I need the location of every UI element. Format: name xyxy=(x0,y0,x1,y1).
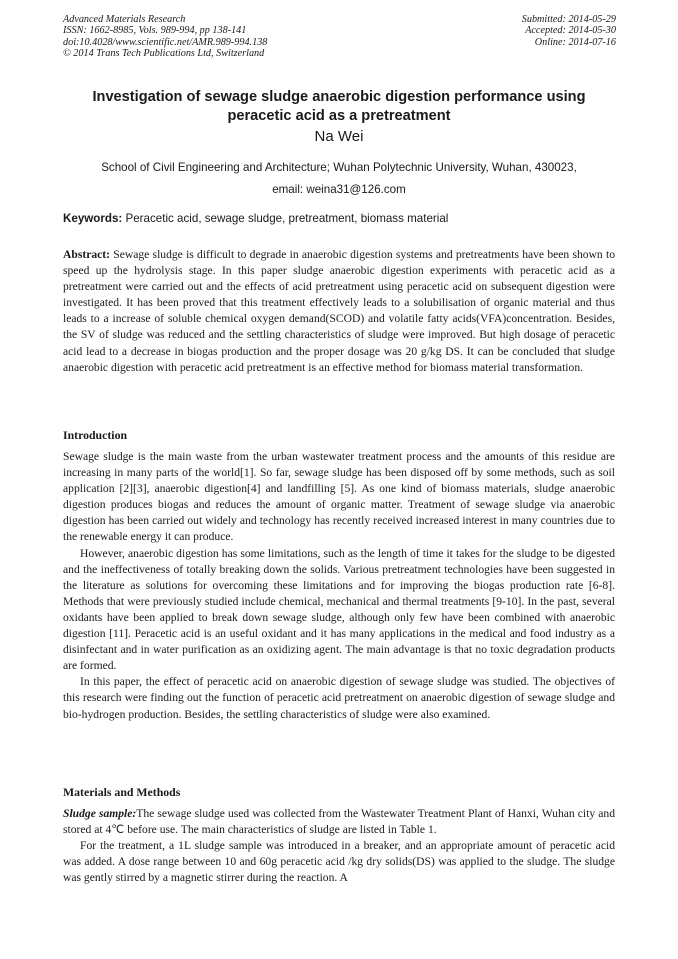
abstract-label: Abstract: xyxy=(63,248,111,261)
introduction-body xyxy=(63,449,615,723)
author-name: Na Wei xyxy=(314,128,364,145)
sludge-sample-label: Sludge sample: xyxy=(63,807,137,820)
journal-name: Advanced Materials Research xyxy=(63,14,186,25)
intro-paragraph-3: In this paper, the effect of peracetic acid on anaerobic digestion of sewage sludge was studied. The objectives of this research were finding out the function of peracetic acid pretreatment on anaerobic digestion of sewage sludge and bio-hydrogen production. Besides, the settling characteristics of sludge were also examined. xyxy=(63,675,615,721)
methods-heading: Materials and Methods xyxy=(63,785,181,799)
copyright-line: © 2014 Trans Tech Publications Ltd, Switzerland xyxy=(63,48,265,60)
keywords-text: Peracetic acid, sewage sludge, pretreatment, biomass material xyxy=(122,212,449,225)
submitted-date: Submitted: 2014-05-29 xyxy=(521,14,616,25)
paper-title xyxy=(40,88,638,125)
methods-body xyxy=(63,806,615,886)
methods-paragraph-1 xyxy=(63,806,615,838)
email: email: weina31@126.com xyxy=(272,183,406,196)
dates-info xyxy=(522,14,616,48)
title-line-2: peracetic acid as a pretreatment xyxy=(227,107,451,124)
methods-paragraph-1-text: The sewage sludge used was collected from the Wastewater Treatment Plant of Hanxi, Wuhan city and stored at 4℃ before use. The main characteristics of sludge are listed in Table 1. xyxy=(63,807,615,837)
abstract xyxy=(63,247,615,376)
abstract-text: Sewage sludge is difficult to degrade in anaerobic digestion systems and pretreatments have been shown to speed up the hydrolysis stage. In this paper sludge anaerobic digestion experiments with peracetic acid as a pretreatment were carried out and the effects of acid pretreatment using peracetic acid on subsequent digestion were investigated. It has been proved that this treatment effectively leads to a solubilisation of organic material and thus leads to a increase of soluble chemical oxygen demand(SCOD) and volatile fatty acids(VFA)concentration. Besides, the SV of sludge was reduced and the settling characteristics of sludge were improved. But high dosage of peracetic acid lead to a decrease in biogas production and the proper dosage was 20 g/kg DS. It can be concluded that sludge anaerobic digestion with peracetic acid pretreatment is an effective method for biomass material transformation. xyxy=(63,248,615,374)
doi-line: doi:10.4028/www.scientific.net/AMR.989-994.138 xyxy=(63,36,268,48)
issn-line: ISSN: 1662-8985, Vols. 989-994, pp 138-141 xyxy=(63,25,247,37)
intro-paragraph-1: Sewage sludge is the main waste from the urban wastewater treatment process and the amounts of this residue are increasing in many parts of the world[1]. So far, sewage sludge has been disposed off by some methods, such as soil application [2][3], anaerobic digestion[4] and landfilling [5]. As one kind of biomass materials, sludge anaerobic digestion produces biogas and reduces the amount of organic matter. Treatment of sewage sludge via anaerobic digestion has been carried out widely and technology has recently received increased interest in many countries due to the renewable energy it can produce. xyxy=(63,450,615,544)
keywords xyxy=(63,211,623,227)
intro-paragraph-2: However, anaerobic digestion has some limitations, such as the length of time it takes for the sludge to be digested and the ineffectiveness of totally breaking down the solids. Various pretreatment technologies have been suggested in the literature as solutions for overcoming these limitations and for improving the biogas production rate [6-8]. Methods that were previously studied include chemical, mechanical and thermal treatments [9-10]. In the past, several oxidants have been applied to break down sewage sludge, although only few have been combined with anaerobic digestion [11]. Peracetic acid is an useful oxidant and it has many applications in the medical and food industry as a disinfectant and in water purification as an oxidizing agent. The main advantage is that no toxic degradation products are formed. xyxy=(63,546,615,673)
introduction-heading: Introduction xyxy=(63,428,128,442)
abstract-paragraph xyxy=(63,247,615,376)
methods-paragraph-2: For the treatment, a 1L sludge sample was introduced in a breaker, and an appropriate amount of peracetic acid was added. A dose range between 10 and 60g peracetic acid /kg dry solids(DS) was applied to the sludge. The sludge was gently stirred by a magnetic stirrer during the reaction. A xyxy=(63,839,615,885)
keywords-label: Keywords: xyxy=(63,212,123,225)
accepted-date: Accepted: 2014-05-30 xyxy=(525,25,616,37)
affiliation-block xyxy=(30,157,648,201)
title-line-1: Investigation of sewage sludge anaerobic digestion performance using xyxy=(92,89,586,105)
journal-info xyxy=(63,14,267,60)
affiliation: School of Civil Engineering and Architecture; Wuhan Polytechnic University, Wuhan, 430023, xyxy=(101,161,577,174)
online-date: Online: 2014-07-16 xyxy=(534,36,616,48)
